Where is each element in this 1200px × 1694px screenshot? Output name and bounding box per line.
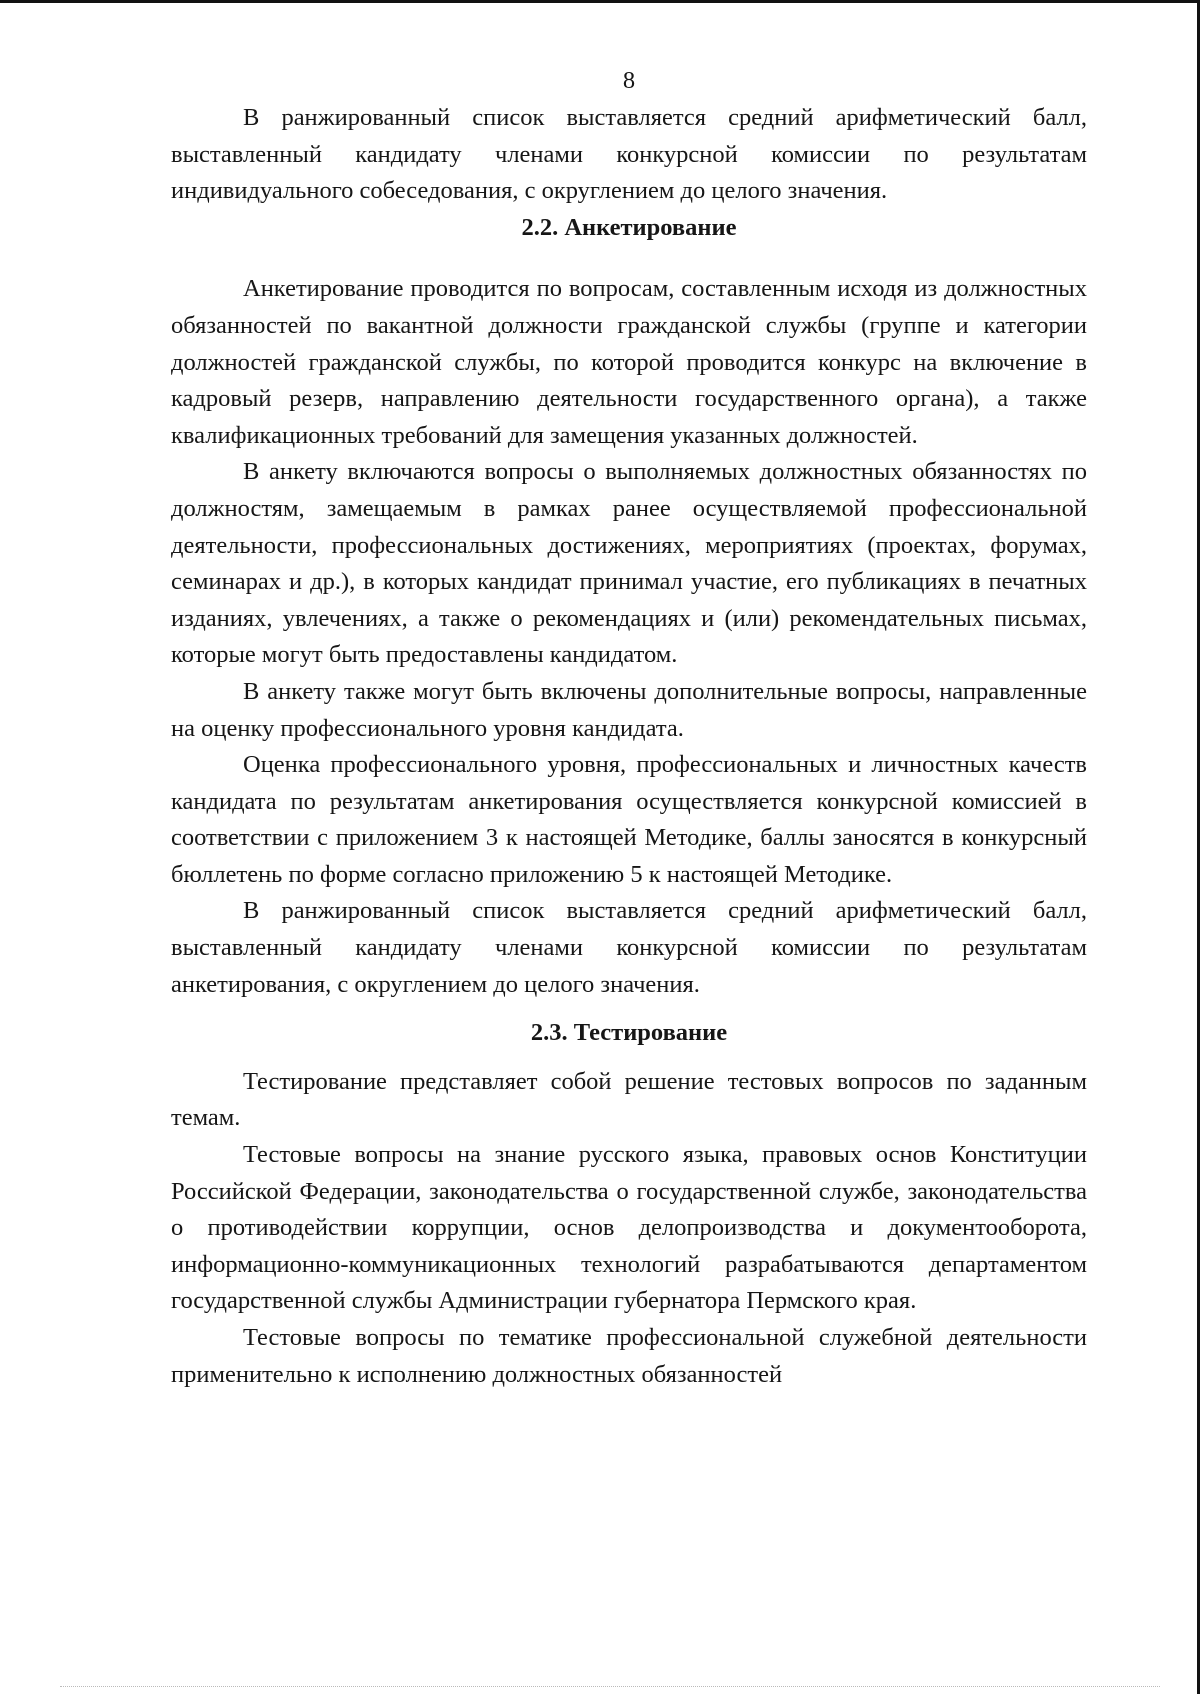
section-heading-2-3: 2.3. Тестирование	[530, 1019, 728, 1047]
paragraph: Тестовые вопросы на знание русского языка, правовых основ Конституции Российской Федерации, законодательства о государственной службе, законодательства о противодействии коррупции, основ делопроизводства и документооборота, информационно-коммуникационных технологий разрабатываются департаментом государственной службы Администрации губернатора Пермского края.	[171, 1141, 1087, 1315]
document-page	[171, 62, 1087, 1393]
paragraph: В ранжированный список выставляется средний арифметический балл, выставленный кандидату членами конкурсной комиссии по результатам анкетирования, с округлением до целого значения.	[171, 897, 1087, 998]
scan-edge-top	[0, 0, 1200, 3]
paragraph: В анкету включаются вопросы о выполняемых должностных обязанностях по должностям, замещаемым в рамках ранее осуществляемой профессиональной деятельности, профессиональных достижениях, мероприятиях (проектах, форумах, семинарах и др.), в которых кандидат принимал участие, его публикациях в печатных изданиях, увлечениях, а также о рекомендациях и (или) рекомендательных письмах, которые могут быть предоставлены кандидатом.	[171, 458, 1087, 669]
paragraph: В ранжированный список выставляется средний арифметический балл, выставленный кандидату членами конкурсной комиссии по результатам индивидуального собеседования, с округлением до целого значения.	[171, 104, 1087, 205]
paragraph: Анкетирование проводится по вопросам, составленным исходя из должностных обязанностей по вакантной должности гражданской службы (группе и категории должностей гражданской службы, по которой проводится конкурс на включение в кадровый резерв, направлению деятельности государственного органа), а также квалификационных требований для замещения указанных должностей.	[171, 275, 1087, 449]
section-heading-2-2: 2.2. Анкетирование	[521, 213, 737, 241]
paragraph: Тестирование представляет собой решение тестовых вопросов по заданным темам.	[171, 1067, 1087, 1132]
scan-edge-bottom	[60, 1686, 1160, 1687]
paragraph: Тестовые вопросы по тематике профессиональной служебной деятельности применительно к исполнению должностных обязанностей	[171, 1324, 1087, 1388]
page-number: 8	[622, 67, 636, 94]
paragraph: Оценка профессионального уровня, профессиональных и личностных качеств кандидата по результатам анкетирования осуществляется конкурсной комиссией в соответствии с приложением 3 к настоящей Методике, баллы заносятся в конкурсный бюллетень по форме согласно приложению 5 к настоящей Методике.	[171, 751, 1087, 888]
paragraph: В анкету также могут быть включены дополнительные вопросы, направленные на оценку профессионального уровня кандидата.	[171, 677, 1087, 742]
